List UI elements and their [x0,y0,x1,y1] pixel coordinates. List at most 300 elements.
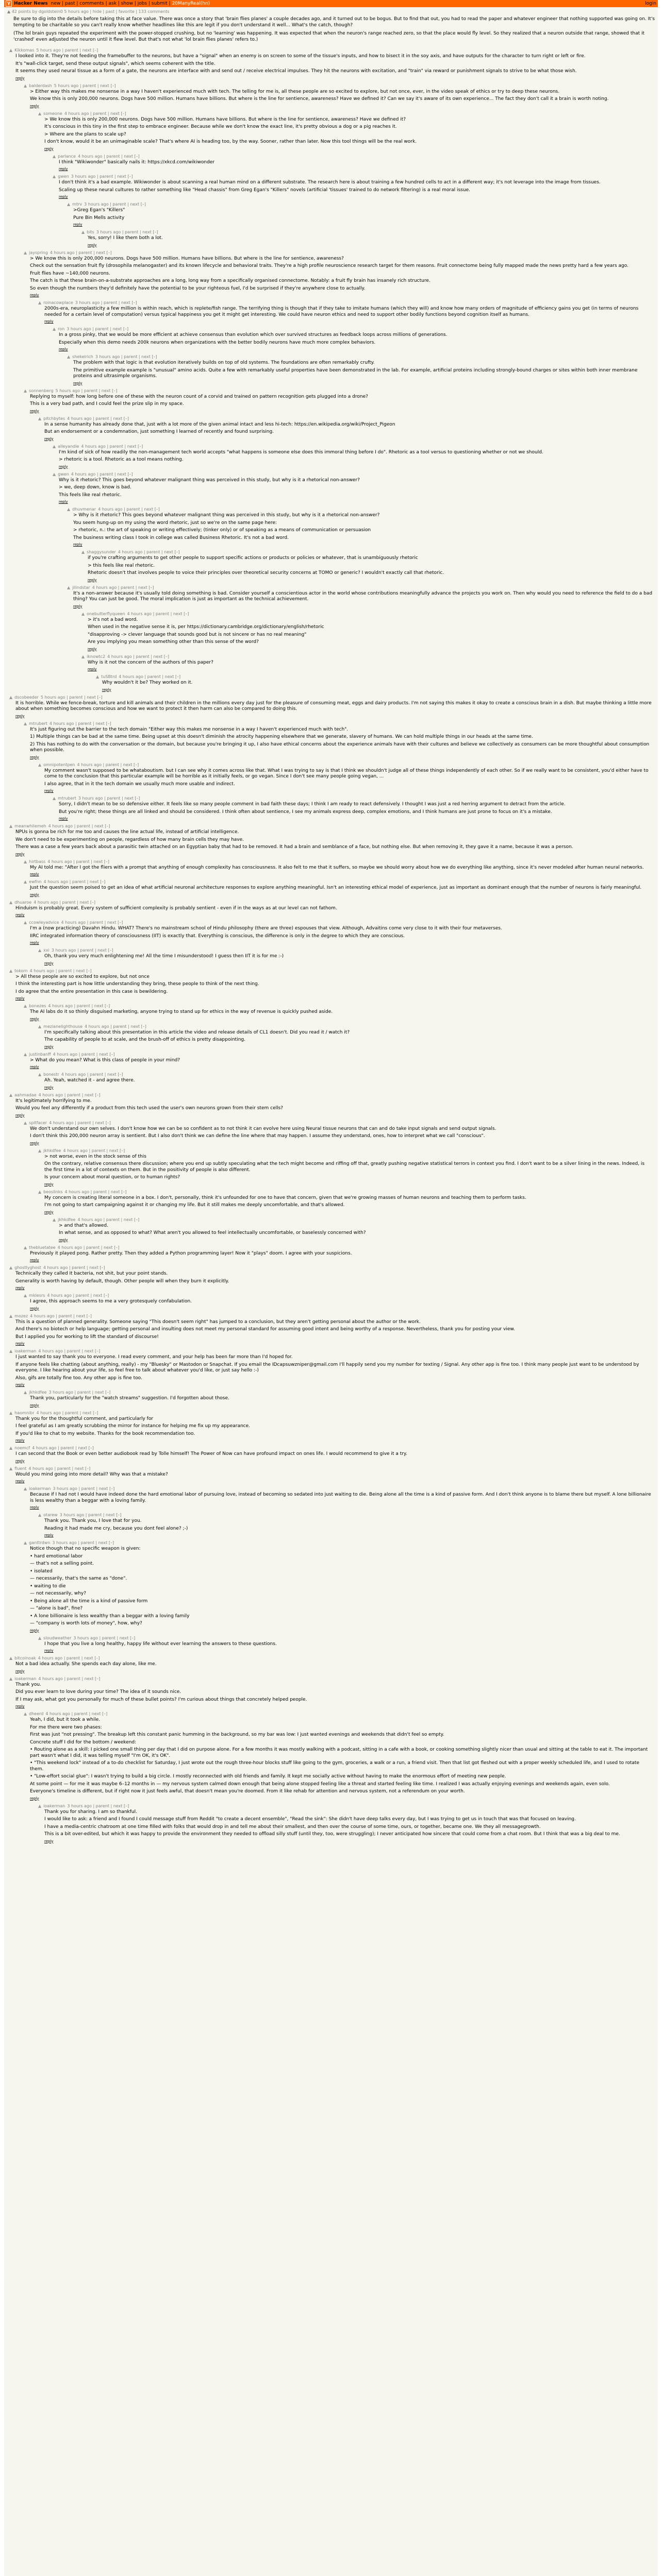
comment-age[interactable]: 4 hours ago | parent | next [–] [85,1024,146,1029]
nav-new[interactable]: new [51,1,61,6]
comment-user[interactable]: roinacowplace [43,300,73,305]
upvote-icon[interactable]: ▲ [81,550,85,554]
comment-age[interactable]: 4 hours ago | parent | next [–] [118,550,180,554]
comment-user[interactable]: gwen [58,174,69,179]
reply-link[interactable]: reply [30,1306,39,1311]
comment [4,1146,658,1187]
comment-age[interactable]: 4 hours ago | parent | next [–] [64,1189,127,1194]
story [4,7,658,15]
login-link[interactable]: login [645,1,656,6]
comment-user[interactable]: shaggysunder [87,550,116,554]
comment-age[interactable]: 4 hours ago | parent | next [–] [49,250,112,255]
comment-user[interactable]: noemcf [14,1446,30,1450]
reply-link[interactable]: reply [59,817,68,821]
upvote-icon[interactable]: ▲ [9,1349,13,1353]
comment [4,1215,658,1242]
upvote-icon[interactable]: ▲ [24,1390,27,1395]
comment-user[interactable]: beoslinks [43,1189,63,1194]
comment-paragraph: Why is it not the concern of the authors of this paper? [88,659,213,665]
upvote-icon[interactable]: ▲ [67,202,71,207]
reply-link[interactable]: reply [73,223,82,227]
comment-age[interactable]: 3 hours ago | parent | next [–] [51,948,113,953]
upvote-icon[interactable]: ▲ [38,762,42,767]
reply-link[interactable]: reply [30,1016,39,1021]
comment-user[interactable]: thebluetatee [29,1245,56,1250]
comment-age[interactable]: 4 hours ago | parent | next [–] [77,1217,140,1222]
comment-age[interactable]: 4 hours ago | parent | next [–] [28,1466,91,1471]
comment-paragraph: > it's not a bad word. [88,617,138,622]
comment-age[interactable]: 4 hours ago | parent | next [–] [38,1656,100,1660]
comment-meta [38,1072,653,1077]
reply-link[interactable]: reply [59,464,68,469]
upvote-icon[interactable]: ▲ [53,444,56,449]
upvote-icon[interactable]: ▲ [67,585,71,590]
comment-body [44,954,653,960]
comment-user[interactable]: tokorn [14,968,28,973]
reply-link[interactable]: reply [73,604,82,608]
comment-paragraph: Would you feel any differently if a product from this tech used the user's own neurons grown from their stem cells? [15,1106,284,1111]
upvote-icon[interactable]: ▲ [24,250,27,255]
upvote-icon[interactable]: ▲ [9,1410,13,1415]
comment-age[interactable]: 3 hours ago | parent | next [–] [84,202,146,207]
upvote-icon[interactable]: ▲ [24,721,27,726]
comment-age[interactable]: 4 hours ago | parent | next [–] [119,674,181,679]
comment-paragraph: This is a question of planned generality. Someone saying "This doesn't seem right" has jumped to a conclusion, but they aren't getting personal about the author or the work. [15,1319,421,1325]
comment-age[interactable]: 4 hours ago | parent | next [–] [43,879,106,884]
upvote-icon[interactable]: ▲ [9,1446,13,1450]
upvote-icon[interactable]: ▲ [38,948,42,953]
comment-user[interactable]: alleyandie [58,444,79,449]
comment-user[interactable]: tuSBtrd [101,674,117,679]
comment-meta [24,83,653,89]
nav-separator: | [60,1,65,6]
reply-link[interactable]: reply [15,1342,25,1346]
reply-link[interactable]: reply [44,1085,54,1090]
reply-link[interactable]: reply [44,1182,54,1187]
upvote-icon[interactable]: ▲ [38,1803,42,1808]
upvote-icon[interactable]: ▲ [24,1245,27,1250]
reply-link[interactable]: reply [15,1479,25,1483]
reply-link[interactable]: reply [73,381,82,385]
comment [4,548,658,582]
comment [4,609,658,651]
upvote-icon[interactable]: ▲ [24,920,27,925]
comment-user[interactable]: aahmadae [14,1092,37,1097]
comment-user[interactable]: shekelrich [72,354,93,359]
comment-paragraph: The primitive example example is "unusual" amino acids. Quite a few with remarkably useful properties have been demonstrated in the lab. For example, artificial proteins including strongly-bound charges or sites within both inner membrane proteins and ultrasimple organisms. [73,367,638,379]
comment-meta [38,300,653,306]
upvote-icon[interactable]: ▲ [38,1072,42,1077]
comment-user[interactable]: ewfnn [29,879,42,884]
comment-meta [53,444,653,449]
upvote-icon[interactable]: ▲ [38,1635,42,1640]
comment-age[interactable]: 3 hours ago | parent | next [–] [59,1513,122,1517]
comment-paragraph: Previously it played pong. Rather pretty. Then they added a Python programming layer! Now it "plays" doom. I agree with your suspicions. [30,1250,352,1256]
comment-age[interactable]: 3 hours ago | parent | next [–] [96,230,158,234]
comment-age[interactable]: 3 hours ago | parent | next [–] [52,1540,114,1545]
comment-user[interactable]: bitcoinoak [14,1656,36,1660]
comment-user[interactable]: ioakerman [43,1803,65,1808]
comment-age[interactable]: 3 hours ago | parent | next [–] [75,300,137,305]
comment-user[interactable]: ghostlyghost [14,1265,41,1270]
upvote-icon[interactable]: ▲ [53,154,56,159]
comment-age[interactable]: 3 hours ago | parent | next [–] [48,1390,111,1395]
reply-link[interactable]: reply [30,1628,39,1633]
comment-age[interactable]: 4 hours ago | parent | next [–] [81,444,143,449]
comment-user[interactable]: dscobeeder [14,694,39,700]
upvote-icon[interactable]: ▲ [38,300,42,305]
comment-age[interactable]: 4 hours ago | parent | next [–] [49,1120,111,1125]
upvote-icon[interactable]: ▲ [38,416,42,421]
comment-paragraph: NPUs is gonna be rich for me too and causes the line actual life, instead of artificial intelligence. [15,829,239,835]
comment [4,470,658,504]
comment-user[interactable]: bits [87,230,94,234]
comment-age[interactable]: 4 hours ago | parent | next [–] [49,721,111,726]
comment-age[interactable]: 4 hours ago | parent | next [–] [64,111,126,116]
comment-age[interactable]: 4 hours ago | parent | next [–] [67,416,129,421]
site-title[interactable]: Hacker News [14,1,48,6]
nav-selected[interactable]: 20ManyReal(hn) [172,1,210,6]
comment-user[interactable]: omnipotentpen [43,762,75,767]
comment-age[interactable]: 4 hours ago | parent | next [–] [47,859,110,864]
comment-user[interactable]: ioakerman [29,1486,51,1491]
reply-link[interactable]: reply [44,961,54,965]
comment-age[interactable]: 4 hours ago | parent | next [–] [45,1711,108,1716]
comment [4,1802,658,1843]
nav-submit[interactable]: submit [151,1,168,6]
comment-age[interactable]: 4 hours ago | parent | next [–] [98,507,160,512]
reply-link[interactable]: reply [73,543,82,547]
comment-age[interactable]: 4 hours ago | parent | next [–] [77,154,140,159]
comment-age[interactable]: 5 hours ago | parent | next [–] [54,83,116,88]
comment-age[interactable]: 4 hours ago | parent | next [–] [77,762,139,767]
comment-age[interactable]: 3 hours ago | parent | next [–] [53,1486,115,1491]
site-logo[interactable]: Y [6,1,12,7]
comment-user[interactable]: haomnibr [14,1410,35,1415]
reply-link[interactable]: reply [44,789,54,793]
comment-paragraph: I'm not going to start campaigning against it or changing my life. But it still makes me deeply uncomfortable, and that's allowed. [44,1202,345,1208]
reply-link[interactable]: reply [30,293,39,297]
comment [4,1263,658,1290]
reply-link[interactable]: reply [30,1258,39,1262]
reply-link[interactable]: reply [15,913,25,917]
comment-age[interactable]: 4 hours ago | parent | next [–] [38,1092,101,1097]
comment-age[interactable]: 4 hours ago | parent | next [–] [57,1245,120,1250]
comment-meta [24,1389,653,1395]
comment [4,152,658,172]
comment-user[interactable]: mtrv [72,202,82,207]
upvote-icon[interactable]: ▲ [24,1120,27,1125]
reply-link[interactable]: reply [30,941,39,945]
comment-body [44,1641,653,1648]
comment-age[interactable]: 4 hours ago | parent | next [–] [63,1148,125,1153]
comment-paragraph: > rhetoric, n.: the art of speaking or writing effectively; (tinker only) or of speaking as a means of communication or persuasion [73,528,371,533]
comment-age[interactable]: 4 hours ago | parent | next [–] [61,920,123,925]
upvote-icon[interactable]: ▲ [96,674,100,679]
upvote-icon[interactable]: ▲ [67,354,71,359]
comment-age[interactable]: 5 hours ago | parent | next [–] [40,694,103,700]
reply-link[interactable]: reply [88,578,97,582]
reply-link[interactable]: reply [88,647,97,651]
upvote-icon[interactable]: ▲ [24,1711,27,1716]
reply-link[interactable]: reply [44,1649,54,1653]
comment-body [30,885,653,891]
upvote-icon[interactable]: ▲ [53,327,56,331]
comment-meta [53,154,653,159]
comment-age[interactable]: 4 hours ago | parent | next [–] [48,1004,110,1008]
reply-link[interactable]: reply [15,1438,25,1443]
reply-link[interactable]: reply [44,146,54,151]
comment-user[interactable]: hirtbass [29,859,46,864]
comment-body [15,1354,653,1381]
reply-link[interactable]: reply [59,347,68,351]
reply-link[interactable]: reply [15,1669,25,1673]
comment-age[interactable]: 4 hours ago | parent | next [–] [36,1410,98,1415]
reply-link[interactable]: reply [15,1113,25,1117]
comment-paragraph: I'm a (now practicing) Davahn Hindu. WHAT? There's no mainstream school of Hindu philosophy (there are three) espouses that view. Although, Advaitins come very close to it with their four metaverses. [30,926,502,931]
nav-show[interactable]: show [121,1,133,6]
upvote-icon[interactable]: ▲ [9,48,13,53]
comment [4,325,658,351]
comment-age[interactable]: 4 hours ago | parent | next [–] [32,1446,94,1450]
comment-user[interactable]: justinbanff [29,1052,51,1057]
upvote-icon[interactable]: ▲ [9,824,13,828]
upvote-icon[interactable]: ▲ [9,1656,13,1660]
nav-jobs[interactable]: jobs [137,1,147,6]
comment-body [44,306,653,318]
comment-age[interactable]: 4 hours ago | parent | next [–] [43,1265,105,1270]
reply-link[interactable]: reply [30,409,39,413]
reply-link[interactable]: reply [88,667,97,671]
comment [4,1188,658,1214]
reply-link[interactable]: reply [15,852,25,856]
reply-link[interactable]: reply [15,1286,25,1290]
upvote-icon[interactable]: ▲ [24,879,27,884]
comment-user[interactable]: balderdash [29,83,52,88]
comment-user[interactable]: pitchbytes [43,416,65,421]
reply-link[interactable]: reply [15,996,25,1001]
reply-link[interactable]: reply [30,1796,39,1801]
comment-paragraph: But an endorsement or a condemnation, just something I learned of recently and found surprising. [44,429,274,434]
reply-link[interactable]: reply [15,1383,25,1387]
reply-link[interactable]: reply [30,892,39,897]
upvote-icon[interactable]: ▲ [9,900,13,905]
reply-link[interactable]: reply [59,195,68,199]
upvote-icon[interactable]: ▲ [24,1293,27,1298]
comment-age[interactable]: 4 hours ago | parent | next [–] [61,1072,123,1077]
comment-age[interactable]: 4 hours ago | parent | next [–] [71,471,133,477]
upvote-icon[interactable]: ▲ [24,1486,27,1491]
comment-age[interactable]: 4 hours ago | parent | next [–] [47,1293,109,1298]
comment-age[interactable]: 3 hours ago | parent | next [–] [67,327,129,331]
comment-user[interactable]: dhuaroe [14,900,32,905]
comment-age[interactable]: 4 hours ago | parent | next [–] [30,1313,92,1318]
comment-user[interactable]: dheerd [29,1711,44,1716]
upvote-icon[interactable]: ▲ [38,1024,42,1029]
upvote-icon[interactable]: ▲ [24,1004,27,1008]
comment-meta [38,762,653,768]
comment-user[interactable]: jkhkdfee [58,1217,76,1222]
upvote-icon[interactable]: ▲ [53,174,56,179]
reply-link[interactable]: reply [44,1533,54,1537]
reply-link[interactable]: reply [59,167,68,171]
comment-paragraph: We don't understand our own selves. I don't know how we can be so confident as to not think it can evolve here using Neural tissue neurons that can and do take input signals and send output signals. [30,1126,496,1131]
top-bar [4,0,658,7]
comment-paragraph: At some point — for me it was maybe 6–12 months in — my nervous system calmed down enough that being alone stopped feeling like a threat and started feeling like time. I realized I was actually enjoying evenings and weekends again, even solo. [30,1781,610,1787]
upvote-icon[interactable]: ▲ [38,1148,42,1153]
upvote-icon[interactable]: ▲ [24,83,27,88]
comment-age[interactable]: 4 hours ago | parent | next [–] [38,1349,101,1353]
comment-user[interactable]: jilindstar [72,585,90,590]
comment-user[interactable]: ron [58,327,65,331]
comment-paragraph: I don't think this 200,000 neuron array is sentient. But I also don't think we can define the line where that may happen. I assume they understand, ones, how to interpret what we call "conscious". [30,1133,485,1139]
nav-ask[interactable]: ask [108,1,117,6]
comment-meta [9,1313,653,1319]
comment-user[interactable]: ioakerman [14,1676,37,1681]
upvote-icon[interactable]: ▲ [53,796,56,801]
upvote-icon[interactable]: ▲ [81,611,85,616]
comment-meta [53,1217,653,1223]
comment-user[interactable]: mozez [14,1313,28,1318]
comment-age[interactable]: 3 hours ago | parent | next [–] [95,354,157,359]
comment-user[interactable]: dhuvmenar [72,507,96,512]
comment-user[interactable]: ioakerman [14,1349,37,1353]
comment-age[interactable]: 4 hours ago | parent | next [–] [29,968,92,973]
upvote-icon[interactable]: ▲ [24,859,27,864]
upvote-icon[interactable]: ▲ [38,111,42,116]
upvote-icon[interactable]: ▲ [9,694,13,700]
comment-user[interactable]: onebutterflyqueen [87,611,125,616]
comment-age[interactable]: 5 hours ago | parent | next [–] [55,388,118,393]
reply-link[interactable]: reply [15,1459,25,1463]
comment-user[interactable]: someone [43,111,62,116]
comment-paragraph: It's legitimately horrifying to me. [15,1098,92,1104]
upvote-icon[interactable]: ▲ [53,471,56,477]
comment-body [30,394,653,408]
comment-paragraph: I don't know, would it be an unimaginable scale? That's where AI is heading too, by the way. Sooner, rather than later. Now this tool things will be the real work. [44,139,417,144]
comment-user[interactable]: jkhkdfee [43,1148,61,1153]
comment-user[interactable]: ccowleyadvice [29,920,59,925]
comment-paragraph: But I applied you for working to lift the standard of discourse! [15,1334,159,1340]
upvote-icon[interactable]: ▲ [38,1189,42,1194]
comment-age[interactable]: 4 hours ago | parent | next [–] [34,900,96,905]
comment-body [59,180,653,193]
comment-user[interactable]: spitfacer [29,1120,47,1125]
reply-link[interactable]: reply [44,1210,54,1214]
comment-age[interactable]: 5 hours ago | parent | next [–] [36,48,98,53]
reply-link[interactable]: reply [15,76,25,80]
reply-link[interactable]: reply [30,1403,39,1408]
comment-age[interactable]: 4 hours ago | parent | next [–] [127,611,189,616]
reply-link[interactable]: reply [44,1839,54,1843]
reply-link[interactable]: reply [15,714,25,718]
comment-age[interactable]: 3 hours ago | parent | next [–] [67,1803,129,1808]
comment-age[interactable]: 3 hours ago | parent | next [–] [78,796,140,801]
upvote-icon[interactable]: ▲ [9,1466,13,1471]
comment-paragraph: I feel grateful as I am greatly scrubbing the mirror for instance for helping me fix up my appearance. [15,1423,251,1429]
reply-link[interactable]: reply [59,1238,68,1242]
upvote-icon[interactable]: ▲ [24,388,27,393]
comment-meta [67,585,653,590]
reply-link[interactable]: reply [59,500,68,504]
comment-user[interactable]: gwen [58,471,69,477]
comment-user[interactable]: otarew [43,1513,58,1517]
reply-link[interactable]: reply [88,243,97,247]
comment [4,414,658,441]
comment-user[interactable]: mtrubert [29,721,47,726]
comment-age[interactable]: 4 hours ago | parent | next [–] [38,1676,101,1681]
upvote-icon[interactable]: ▲ [81,230,85,234]
comment [4,918,658,945]
comment [4,228,658,247]
comment-user[interactable]: sloudweather [43,1635,72,1640]
comment-user[interactable]: xxi [43,948,49,953]
reply-link[interactable]: reply [44,436,54,441]
upvote-icon[interactable]: ▲ [9,968,13,973]
comment-user[interactable]: jayspring [29,250,48,255]
comment-user[interactable]: bonezes [29,1004,46,1008]
upvote-icon[interactable]: ▲ [81,654,85,659]
comment-user[interactable]: jkhkdfee [29,1390,47,1395]
comment-paragraph: Why wouldn't it be? They worked on it. [102,680,193,685]
upvote-icon[interactable]: ▲ [9,1092,13,1097]
comment-age[interactable]: 4 hours ago | parent | next [–] [92,585,154,590]
reply-link[interactable]: reply [30,1065,39,1069]
reply-link[interactable]: reply [30,104,39,108]
comment-user[interactable]: ganttrdwn [29,1540,51,1545]
reply-link[interactable]: reply [44,1044,54,1049]
comment-meta [9,694,653,700]
reply-link[interactable]: reply [30,1141,39,1145]
upvote-icon[interactable]: ▲ [9,1265,13,1270]
comment-user[interactable]: mtrubert [58,796,76,801]
comment-user[interactable]: parlance [58,154,76,159]
comment-meta [38,947,653,953]
upvote-icon[interactable]: ▲ [9,1313,13,1318]
upvote-icon[interactable]: ▲ [38,1513,42,1517]
nav-past[interactable]: past [65,1,75,6]
comment-age[interactable]: 4 hours ago | parent | next [–] [107,654,169,659]
comment [4,1070,658,1090]
comment-user[interactable]: iknowtc2 [87,654,106,659]
comment-user[interactable]: mklesrs [29,1293,45,1298]
comment-user[interactable]: bonestr [43,1072,59,1077]
comment-user[interactable]: sonnenberg [29,388,54,393]
upvote-icon[interactable]: ▲ [53,1217,56,1222]
comment-age[interactable]: 3 hours ago | parent | next [–] [73,1635,136,1640]
comment [4,946,658,965]
comment-user[interactable]: meanwhilemeh [14,824,46,828]
nav-comments[interactable]: comments [79,1,104,6]
reply-link[interactable]: reply [102,687,111,692]
upvote-icon[interactable]: ▲ [24,1052,27,1057]
comment-meta [24,1245,653,1250]
upvote-icon[interactable]: ▲ [9,1676,13,1681]
comment-user[interactable]: fluent [14,1466,27,1471]
reply-link[interactable]: reply [30,755,39,759]
comment-age[interactable]: 4 hours ago | parent | next [–] [53,1052,115,1057]
upvote-icon[interactable]: ▲ [67,507,71,512]
comment-user[interactable]: Kikkomas [14,48,35,53]
comment-age[interactable]: 4 hours ago | parent | next [–] [48,824,110,828]
reply-link[interactable]: reply [30,1505,39,1510]
upvote-icon[interactable]: ▲ [24,1540,27,1545]
reply-link[interactable]: reply [30,872,39,876]
comment-age[interactable]: 3 hours ago | parent | next [–] [71,174,133,179]
reply-link[interactable]: reply [15,1704,25,1708]
reply-link[interactable]: reply [44,319,54,324]
comment-user[interactable]: mezianelighthouse [43,1024,83,1029]
